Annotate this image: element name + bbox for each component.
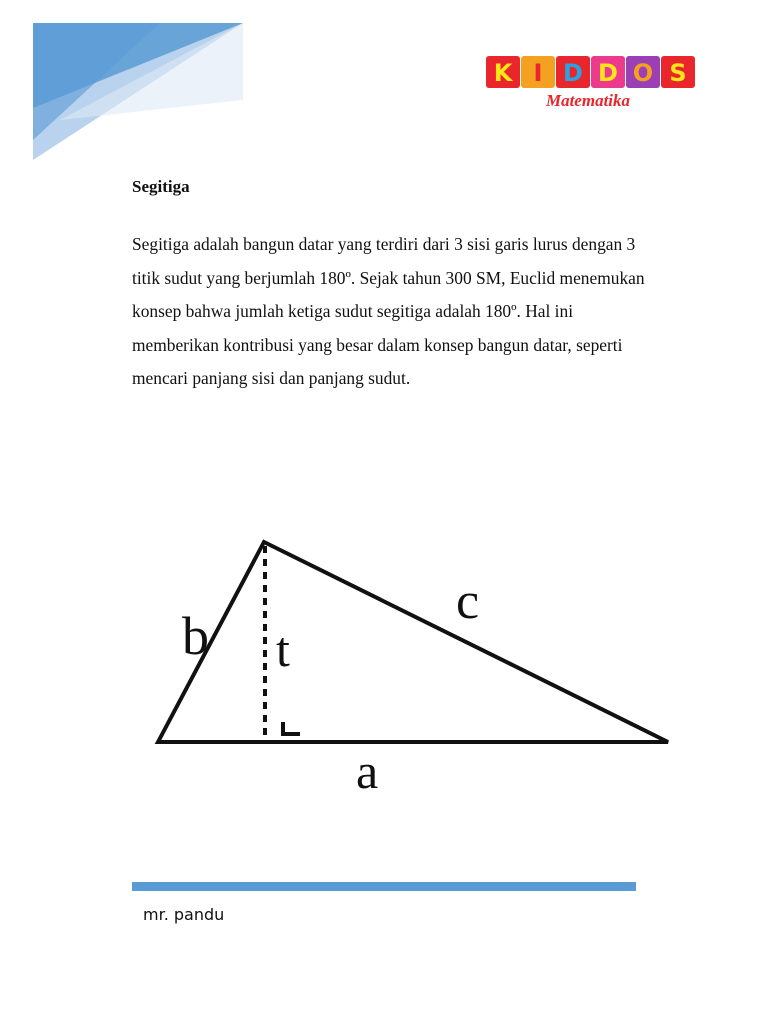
logo-subtitle: Matematika — [545, 91, 631, 110]
logo-tile-o — [626, 56, 660, 88]
label-b: b — [182, 606, 209, 666]
svg-text:D: D — [563, 59, 583, 87]
triangle-figure — [150, 530, 680, 800]
triangle-outline — [158, 542, 668, 742]
svg-text:D: D — [598, 59, 618, 87]
svg-text:K: K — [493, 59, 513, 87]
kiddos-logo — [484, 54, 700, 114]
logo-tile-d1 — [556, 56, 590, 88]
logo-tile-i — [521, 56, 555, 88]
label-t: t — [276, 621, 290, 677]
footer-bar — [132, 882, 636, 891]
corner-decoration — [0, 0, 260, 170]
logo-tile-s — [661, 56, 695, 88]
svg-text:O: O — [632, 59, 654, 87]
right-angle-marker — [283, 722, 300, 734]
logo-tile-k — [486, 56, 520, 88]
logo-tile-d2 — [591, 56, 625, 88]
label-a: a — [356, 743, 379, 799]
intro-paragraph: Segitiga adalah bangun datar yang terdiri dari 3 sisi garis lurus dengan 3 titik sudut yang berjumlah 180º. Sejak tahun 300 SM, Euclid menemukan konsep bahwa jumlah ketiga sudut segitiga adalah 180º. Hal ini memberikan kontribusi yang besar dalam konsep bangun datar, seperti mencari panjang sisi dan panjang sudut. — [132, 234, 645, 389]
author-name: mr. pandu — [143, 905, 225, 924]
svg-text:I: I — [533, 59, 543, 87]
section-heading: Segitiga — [132, 177, 190, 196]
label-c: c — [456, 573, 480, 630]
svg-text:S: S — [669, 59, 687, 87]
